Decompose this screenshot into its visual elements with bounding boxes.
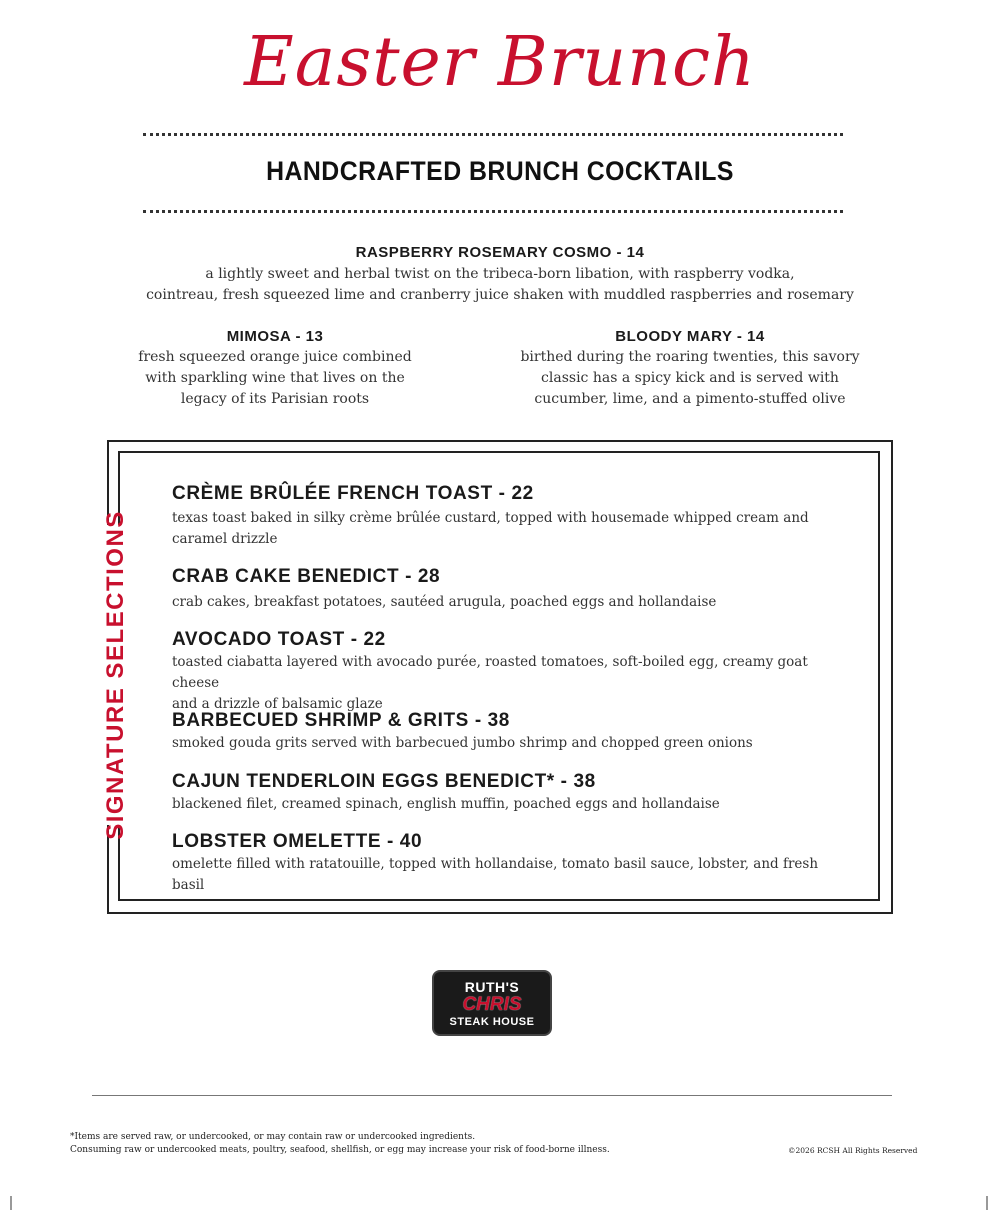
logo-line-3: STEAK HOUSE <box>449 1016 535 1028</box>
dotted-divider-bottom <box>143 210 843 213</box>
disclaimer-line: *Items are served raw, or undercooked, or may contain raw or undercooked ingredients. <box>70 1132 476 1142</box>
crop-mark-left <box>10 1196 12 1210</box>
dish-name-cajun-benedict: CAJUN TENDERLOIN EGGS BENEDICT* - 38 <box>172 771 596 792</box>
cocktail-desc-line: cointreau, fresh squeezed lime and cranberry juice shaken with muddled raspberries and rosemary <box>146 287 854 303</box>
dish-desc-french-toast <box>172 508 852 550</box>
dish-desc-line: texas toast baked in silky crème brûlée custard, topped with housemade whipped cream and <box>172 510 809 526</box>
cocktail-name: RASPBERRY ROSEMARY COSMO - 14 <box>355 244 645 261</box>
dish-desc-line: omelette filled with ratatouille, topped with hollandaise, tomato basil sauce, lobster, and fresh basil <box>172 856 819 893</box>
food-safety-disclaimer <box>70 1131 720 1157</box>
cocktail-item-bloody-mary <box>500 328 880 410</box>
cocktail-name: MIMOSA - 13 <box>226 328 324 345</box>
cocktail-item-cosmo <box>100 244 900 306</box>
dish-desc-avocado-toast <box>172 652 852 715</box>
dish-desc-line: caramel drizzle <box>172 531 278 547</box>
dish-name-crab-cake: CRAB CAKE BENEDICT - 28 <box>172 566 441 587</box>
dish-name-lobster-omelette: LOBSTER OMELETTE - 40 <box>172 831 423 852</box>
logo-line-1: RUTH'S <box>464 979 520 995</box>
disclaimer-line: Consuming raw or undercooked meats, poultry, seafood, shellfish, or egg may increase your risk of food-borne illness. <box>70 1145 610 1155</box>
cocktail-desc-line: birthed during the roaring twenties, this savory <box>520 349 860 365</box>
cocktail-desc-line: classic has a spicy kick and is served with <box>541 370 839 386</box>
cocktail-desc-line: fresh squeezed orange juice combined <box>138 349 412 365</box>
cocktails-heading: HANDCRAFTED BRUNCH COCKTAILS <box>266 156 734 186</box>
cocktail-desc-line: legacy of its Parisian roots <box>180 391 370 407</box>
dish-desc-line: crab cakes, breakfast potatoes, sautéed arugula, poached eggs and hollandaise <box>172 594 717 610</box>
dish-desc-line: toasted ciabatta layered with avocado purée, roasted tomatoes, soft-boiled egg, creamy goat cheese <box>172 654 808 691</box>
crop-mark-right <box>986 1196 988 1210</box>
copyright-notice: ©2026 RCSH All Rights Reserved <box>788 1146 918 1155</box>
logo-line-2: CHRIS <box>462 994 522 1015</box>
cocktail-desc-line: cucumber, lime, and a pimento-stuffed olive <box>534 391 846 407</box>
dish-desc-cajun-benedict <box>172 794 852 815</box>
dish-name-avocado-toast: AVOCADO TOAST - 22 <box>172 629 386 650</box>
ruths-chris-logo <box>432 970 552 1036</box>
cocktail-name: BLOODY MARY - 14 <box>615 328 765 345</box>
cocktail-desc-line: a lightly sweet and herbal twist on the tribeca-born libation, with raspberry vodka, <box>205 266 795 282</box>
dotted-divider-top <box>143 133 843 136</box>
menu-title: Easter Brunch <box>244 23 756 102</box>
dish-desc-line: and a drizzle of balsamic glaze <box>172 696 383 712</box>
side-label-wrapper <box>96 510 136 840</box>
dish-desc-line: smoked gouda grits served with barbecued jumbo shrimp and chopped green onions <box>172 735 753 751</box>
dish-name-shrimp-grits: BARBECUED SHRIMP & GRITS - 38 <box>172 710 510 731</box>
dish-desc-line: blackened filet, creamed spinach, english muffin, poached eggs and hollandaise <box>172 796 720 812</box>
dish-desc-lobster-omelette <box>172 854 852 896</box>
cocktail-item-mimosa <box>125 328 425 410</box>
cocktail-desc-line: with sparkling wine that lives on the <box>145 370 405 386</box>
signature-selections-label: SIGNATURE SELECTIONS <box>102 510 129 840</box>
footer-rule <box>92 1095 892 1096</box>
dish-desc-crab-cake <box>172 592 852 613</box>
dish-name-french-toast: CRÈME BRÛLÉE FRENCH TOAST - 22 <box>172 483 534 504</box>
dish-desc-shrimp-grits <box>172 733 852 754</box>
